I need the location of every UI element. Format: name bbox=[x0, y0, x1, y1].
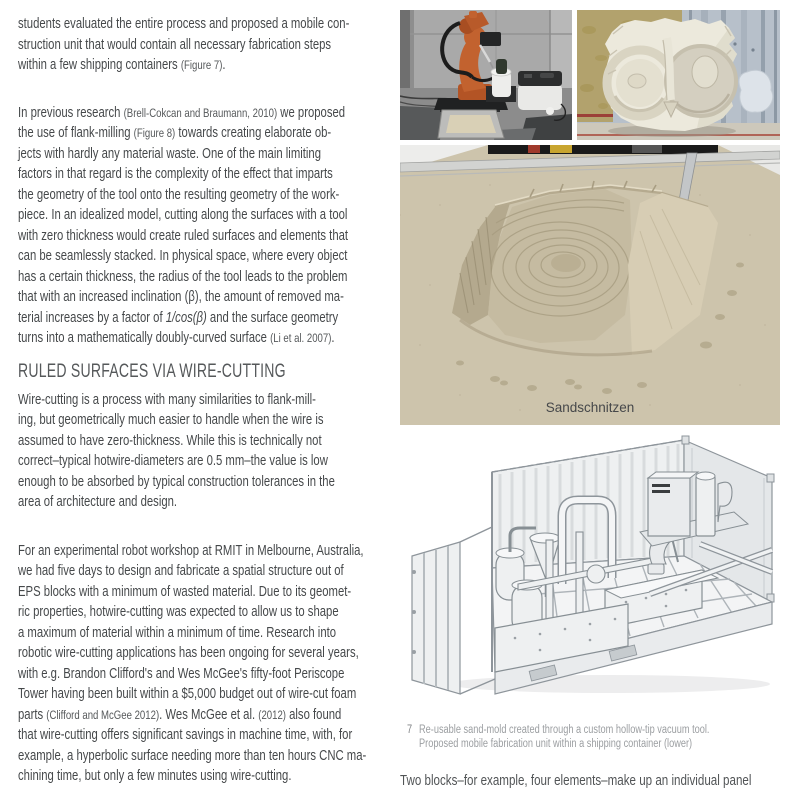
section-heading: RULED SURFACES VIA WIRE-CUTTING bbox=[18, 360, 286, 382]
text-line: In previous research (Brell-Cokcan and Braumann, 2010) we proposed bbox=[18, 104, 346, 121]
robot-arm-illustration bbox=[400, 10, 572, 140]
text-line: has a certain thickness, the radius of the tool leads to the problem bbox=[18, 268, 348, 285]
text-line: piece. In an idealized model, cutting along the surfaces with a tool bbox=[18, 207, 348, 223]
container-drawing bbox=[400, 432, 780, 704]
text-line: area of architecture and design. bbox=[18, 494, 178, 510]
text-line: enough to be absorbed by typical construction tolerances in the bbox=[18, 473, 335, 490]
text-line: terial increases by a factor of 1/cos(β) and the surface geometry bbox=[18, 309, 339, 326]
figure-number: 7 bbox=[407, 724, 413, 736]
caption-line-1: Re-usable sand-mold created through a custom hollow-tip vacuum tool. bbox=[419, 724, 710, 736]
paragraph-wire-cutting bbox=[18, 390, 392, 513]
text-line: struction unit that would contain all necessary fabrication steps bbox=[18, 36, 332, 53]
text-line: parts (Clifford and McGee 2012). Wes McGee et al. (2012) also found bbox=[18, 706, 342, 723]
text-line: EPS blocks with a minimum of wasted material. Due to its geomet- bbox=[18, 583, 352, 600]
text-line: can be seamlessly stacked. In physical space, where every object bbox=[18, 248, 348, 264]
container-fabrication-illustration bbox=[400, 432, 780, 704]
robot-arm-photo bbox=[400, 10, 572, 140]
paragraph-previous-research bbox=[18, 103, 392, 349]
text-line: that wire-cutting offers significant savings in machine time, with, for bbox=[18, 727, 353, 743]
text-line: turns into a mathematically doubly-curved surface (Li et al. 2007). bbox=[18, 330, 335, 346]
owl-carving-illustration bbox=[577, 10, 780, 140]
sand-photo-label: Sandschnitzen bbox=[545, 400, 635, 415]
text-line: a maximum of material within a minimum of time. Research into bbox=[18, 624, 337, 641]
text-line: ric properties, hotwire-cutting was expected to allow us to shape bbox=[18, 604, 339, 620]
text-line: Wire-cutting is a process with many similarities to flank-mill- bbox=[18, 391, 316, 408]
text-line: we had five days to design and fabricate a spatial structure out of bbox=[18, 563, 344, 579]
text-line: jects with hardly any material waste. One of the main limiting bbox=[18, 145, 321, 162]
footer-sentence: Two blocks–for example, four elements–make up an individual panel bbox=[400, 773, 752, 789]
text-line: with e.g. Brandon Clifford's and Wes McGee's fifty-foot Periscope bbox=[18, 665, 345, 682]
text-line: Tower having been built within a $5,000 budget out of wire-cut foam bbox=[18, 686, 357, 702]
text-line: For an experimental robot workshop at RMIT in Melbourne, Australia, bbox=[18, 542, 364, 559]
text-line: chining time, but only a few minutes using wire-cutting. bbox=[18, 768, 292, 784]
text-column bbox=[18, 14, 390, 787]
text-line: example, a hyperbolic surface needing more than ten hours CNC ma- bbox=[18, 747, 367, 764]
owl-carving-photo bbox=[577, 10, 780, 140]
text-line: with zero thickness would create ruled surfaces and elements that bbox=[18, 227, 349, 244]
text-line: the use of flank-milling (Figure 8) towards creating elaborate ob- bbox=[18, 125, 332, 141]
paragraph-rmit-workshop bbox=[18, 541, 392, 787]
text-line: the geometry of the tool onto the resulting geometry of the work- bbox=[18, 186, 340, 203]
caption-line-2: Proposed mobile fabrication unit within a shipping container (lower) bbox=[419, 738, 693, 750]
sand-mold-photo bbox=[400, 145, 780, 425]
text-line: assumed to have zero-thickness. While this is technically not bbox=[18, 432, 322, 449]
text-line: within a few shipping containers (Figure 7). bbox=[18, 57, 226, 73]
text-line: factors in that regard is the complexity of the effect that imparts bbox=[18, 166, 333, 182]
paragraph-intro bbox=[18, 14, 392, 76]
text-line: students evaluated the entire process and proposed a mobile con- bbox=[18, 16, 350, 32]
text-line: that with an increased inclination (β), the amount of removed ma- bbox=[18, 289, 344, 305]
text-line: ing, but geometrically much easier to handle when the wire is bbox=[18, 412, 324, 428]
text-line: correct–typical hotwire-diameters are 0.5 mm–the value is low bbox=[18, 453, 328, 469]
text-line: robotic wire-cutting applications has been ongoing for several years, bbox=[18, 645, 359, 661]
sand-mold-illustration bbox=[400, 145, 780, 425]
figure-caption bbox=[407, 723, 783, 751]
